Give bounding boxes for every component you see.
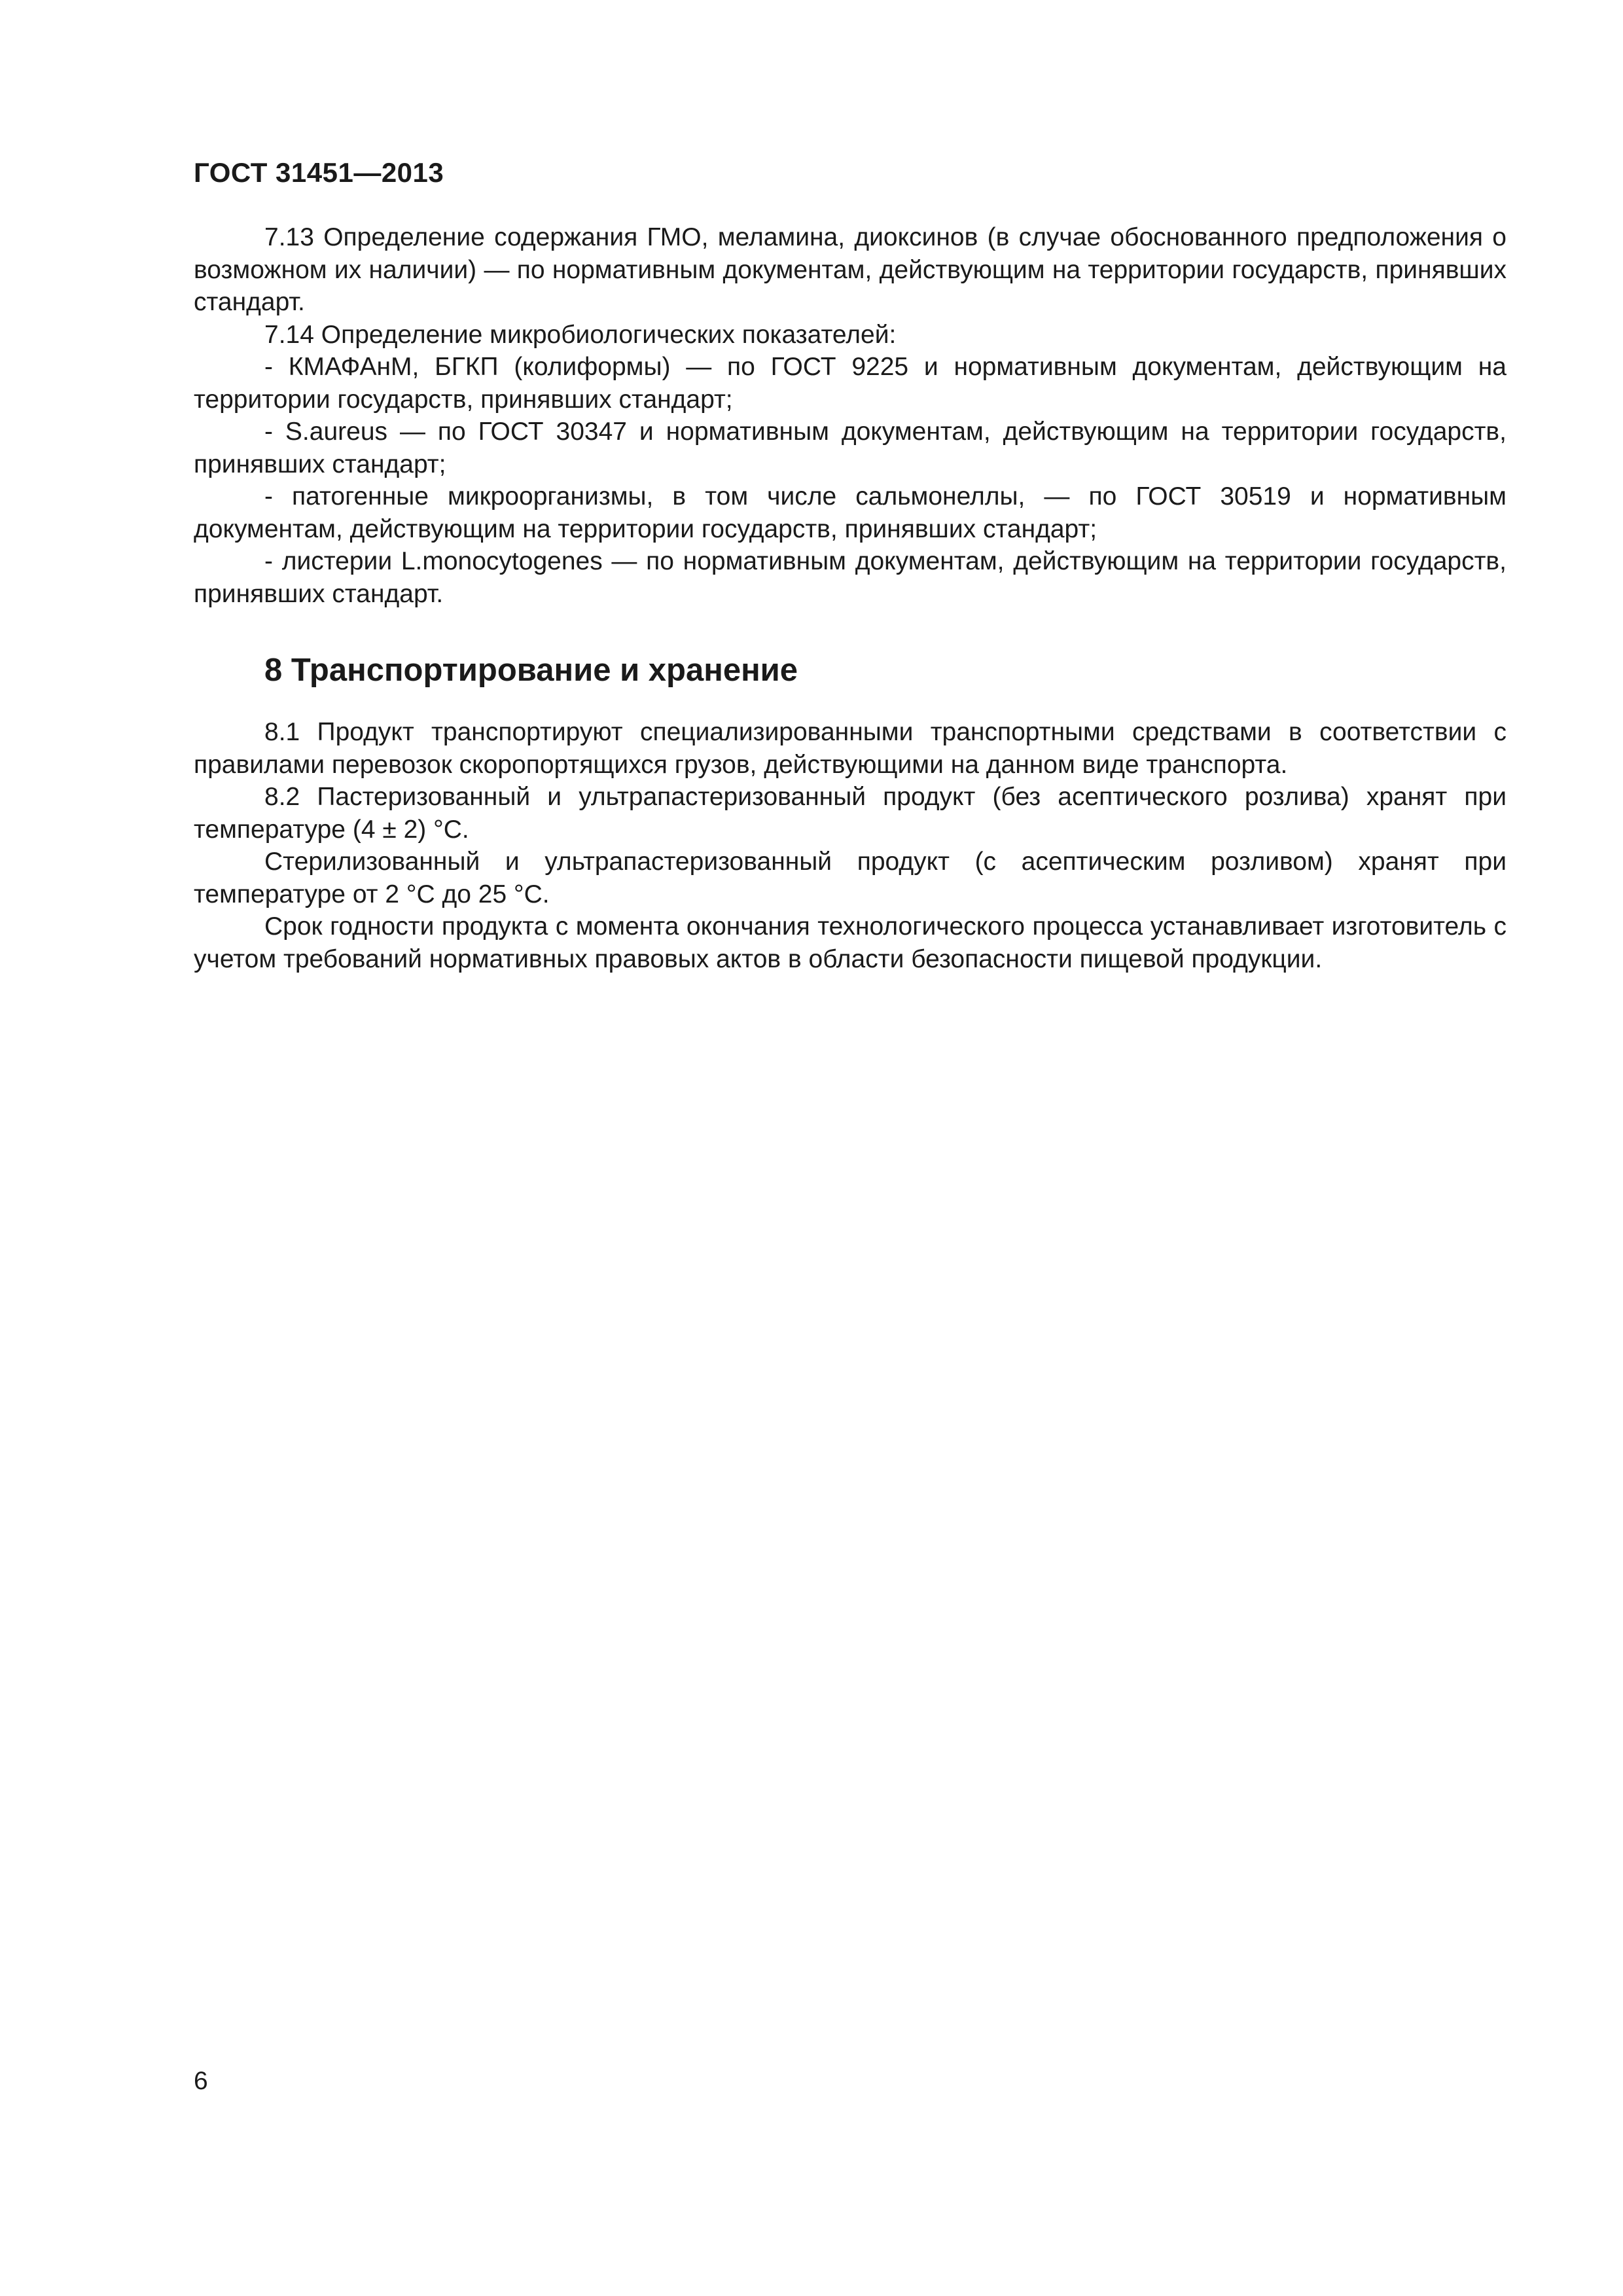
- list-item-s-aureus: - S.aureus — по ГОСТ 30347 и нормативным документам, действующим на территории государств, принявших стандарт;: [194, 418, 1507, 478]
- paragraph-7-13: 7.13 Определение содержания ГМО, меламина, диоксинов (в случае обоснованного предположения о возможном их наличии) — по нормативным документам, действующим на территории государств, принявших стандарт.: [194, 223, 1507, 316]
- paragraph-8-1: 8.1 Продукт транспортируют специализированными транспортными средствами в соответствии с правилами перевозок скоропортящихся грузов, действующими на данном виде транспорта.: [194, 718, 1507, 779]
- paragraph-sterilized-storage: Стерилизованный и ультрапастеризованный продукт (с асептическим розливом) хранят при температуре от 2 °С до 25 °С.: [194, 848, 1507, 908]
- list-item-kmafanm: - КМАФАнМ, БГКП (колиформы) — по ГОСТ 9225 и нормативным документам, действующим на территории государств, принявших стандарт;: [194, 353, 1507, 414]
- list-item-listeria: - листерии L.monocytogenes — по нормативным документам, действующим на территории государств, принявших стандарт.: [194, 547, 1507, 608]
- page-number: 6: [194, 2067, 208, 2095]
- paragraph-shelf-life: Срок годности продукта с момента окончания технологического процесса устанавливает изготовитель с учетом требований нормативных правовых актов в области безопасности пищевой продукции.: [194, 912, 1507, 973]
- document-code-header: ГОСТ 31451—2013: [194, 157, 444, 188]
- list-item-pathogens: - патогенные микроорганизмы, в том числе сальмонеллы, — по ГОСТ 30519 и нормативным документам, действующим на территории государств, принявших стандарт;: [194, 482, 1507, 543]
- page-body: [194, 221, 1507, 975]
- paragraph-8-2: 8.2 Пастеризованный и ультрапастеризованный продукт (без асептического розлива) хранят при температуре (4 ± 2) °С.: [194, 783, 1507, 844]
- section-8-heading: 8 Транспортирование и хранение: [264, 653, 798, 688]
- paragraph-7-14: 7.14 Определение микробиологических показателей:: [264, 320, 897, 349]
